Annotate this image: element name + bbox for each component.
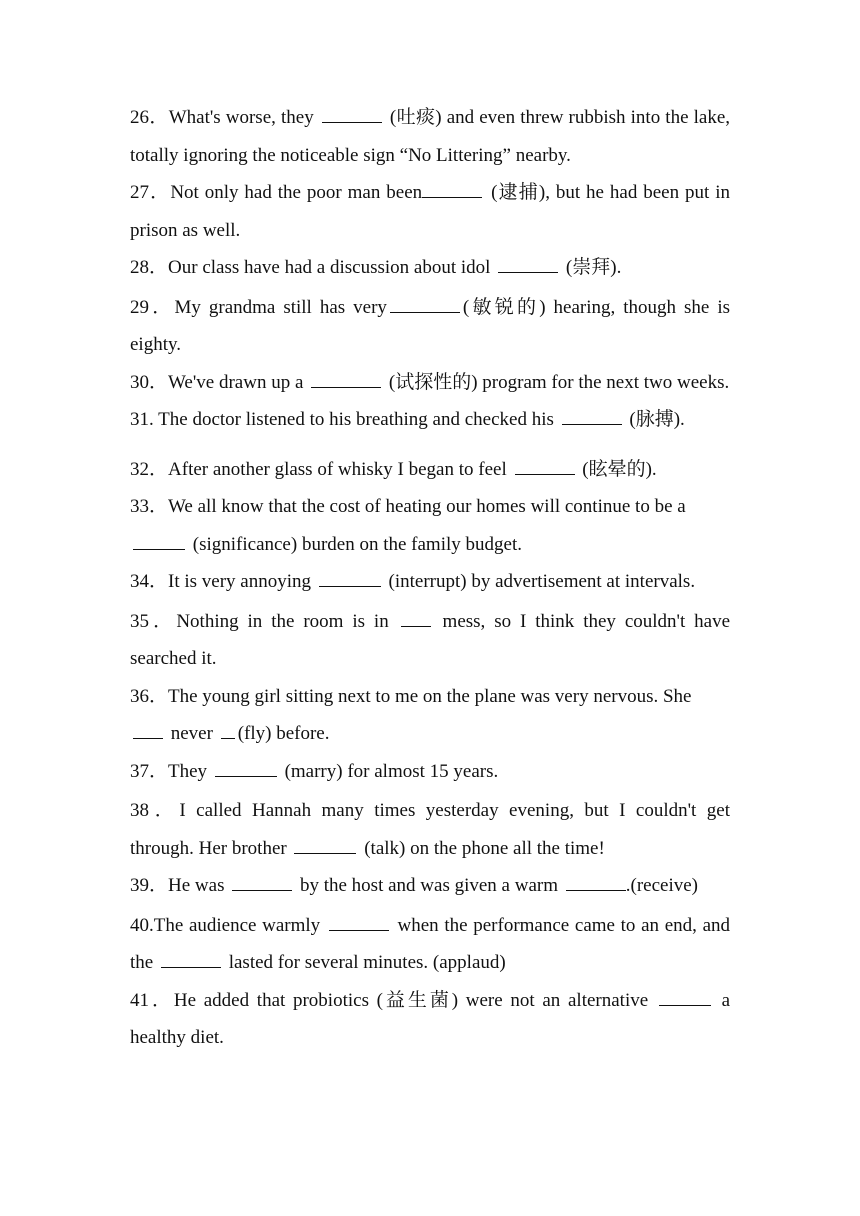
question-32 xyxy=(130,451,730,489)
question-39 xyxy=(130,867,730,905)
question-34 xyxy=(130,563,730,601)
question-30 xyxy=(130,364,730,402)
question-27 xyxy=(130,174,730,249)
answer-blank[interactable] xyxy=(566,874,626,891)
question-text: never xyxy=(170,723,213,744)
question-text: (眩晕的). xyxy=(582,458,657,480)
answer-blank[interactable] xyxy=(401,610,431,627)
answer-blank[interactable] xyxy=(515,458,575,475)
question-text: Our class have had a discussion about idol xyxy=(168,257,491,278)
question-text: The doctor listened to his breathing and checked his xyxy=(158,409,554,430)
question-number: 28． xyxy=(130,257,169,278)
question-text: It is very annoying xyxy=(168,571,312,592)
spacer xyxy=(130,439,730,451)
question-text: (逮捕), but he had been put in prison as well. xyxy=(130,182,730,241)
question-number: 30． xyxy=(130,371,169,393)
question-number: 38． xyxy=(130,800,180,821)
answer-blank[interactable] xyxy=(322,106,382,123)
question-text: The young girl sitting next to me on the plane was very nervous. She xyxy=(168,685,692,707)
question-number: 39． xyxy=(130,875,169,896)
question-number: 41． xyxy=(130,989,174,1011)
answer-blank[interactable] xyxy=(498,256,558,273)
question-38 xyxy=(130,792,730,867)
answer-blank[interactable] xyxy=(232,874,292,891)
question-text: (fly) before. xyxy=(237,723,330,744)
question-29 xyxy=(130,289,730,364)
question-number: 35． xyxy=(130,610,177,632)
question-number: 31. xyxy=(130,409,154,430)
question-text: (吐痰) and even threw rubbish into the lake, totally ignoring the noticeable sign “No Littering” nearby. xyxy=(130,107,731,166)
answer-blank[interactable] xyxy=(562,408,622,425)
question-text: What's worse, they xyxy=(168,107,314,128)
question-text: My grandma still has very xyxy=(174,296,387,318)
answer-blank[interactable] xyxy=(422,181,482,198)
question-31 xyxy=(130,401,730,439)
question-36 xyxy=(130,678,730,753)
question-number: 32． xyxy=(130,458,169,480)
question-text: lasted for several minutes. (applaud) xyxy=(228,952,506,973)
question-number: 40. xyxy=(130,914,154,936)
answer-blank[interactable] xyxy=(329,914,389,931)
exercise-list xyxy=(130,99,730,1057)
question-number: 34． xyxy=(130,571,169,592)
question-26 xyxy=(130,99,730,174)
question-text: (试探性的) program for the next two weeks. xyxy=(388,371,730,393)
question-text: (敏锐的) hearing, though she is eighty. xyxy=(130,296,730,355)
question-text: (崇拜). xyxy=(565,257,622,278)
question-text: mess, so I think they couldn't have searched it. xyxy=(130,610,731,669)
question-text: a healthy diet. xyxy=(130,989,731,1048)
answer-blank[interactable] xyxy=(390,296,460,313)
question-number: 27． xyxy=(130,182,171,203)
question-text: Nothing in the room is in xyxy=(176,610,389,632)
question-33 xyxy=(130,488,730,563)
question-text: They xyxy=(168,760,208,782)
question-number: 36． xyxy=(130,685,169,707)
question-text: (significance) burden on the family budget. xyxy=(192,533,522,555)
answer-blank[interactable] xyxy=(215,760,277,777)
question-text: (interrupt) by advertisement at intervals. xyxy=(388,571,696,592)
question-text: We all know that the cost of heating our homes will continue to be a xyxy=(168,496,686,517)
question-text: After another glass of whisky I began to feel xyxy=(168,458,507,480)
question-text: (脉搏). xyxy=(629,409,685,430)
question-text: by the host and was given a warm xyxy=(299,875,558,896)
question-text: We've drawn up a xyxy=(168,371,304,393)
answer-blank[interactable] xyxy=(311,371,381,388)
answer-blank[interactable] xyxy=(133,722,163,739)
question-number: 26． xyxy=(130,107,169,128)
question-text: The audience warmly xyxy=(153,914,321,936)
question-text: when the performance came to an end, and the xyxy=(130,914,730,973)
question-41 xyxy=(130,982,730,1057)
question-text: .(receive) xyxy=(625,875,698,896)
question-text: He added that probiotics (益生菌) were not an alternative xyxy=(173,989,649,1011)
question-text: (talk) on the phone all the time! xyxy=(364,837,605,859)
question-28 xyxy=(130,249,730,287)
question-40 xyxy=(130,907,730,982)
question-35 xyxy=(130,603,730,678)
question-number: 33． xyxy=(130,496,169,517)
question-text: (marry) for almost 15 years. xyxy=(284,760,499,782)
question-text: Not only had the poor man been xyxy=(170,182,423,203)
answer-blank[interactable] xyxy=(133,533,185,550)
question-number: 37． xyxy=(130,760,169,782)
question-37 xyxy=(130,753,730,791)
question-number: 29． xyxy=(130,296,175,318)
answer-blank[interactable] xyxy=(319,570,381,587)
question-text: He was xyxy=(168,875,225,896)
answer-blank[interactable] xyxy=(161,951,221,968)
answer-blank[interactable] xyxy=(659,989,711,1006)
question-text: I called Hannah many times yesterday evening, but I couldn't get through. Her brother xyxy=(130,800,730,859)
answer-blank[interactable] xyxy=(221,722,235,739)
answer-blank[interactable] xyxy=(294,837,356,854)
